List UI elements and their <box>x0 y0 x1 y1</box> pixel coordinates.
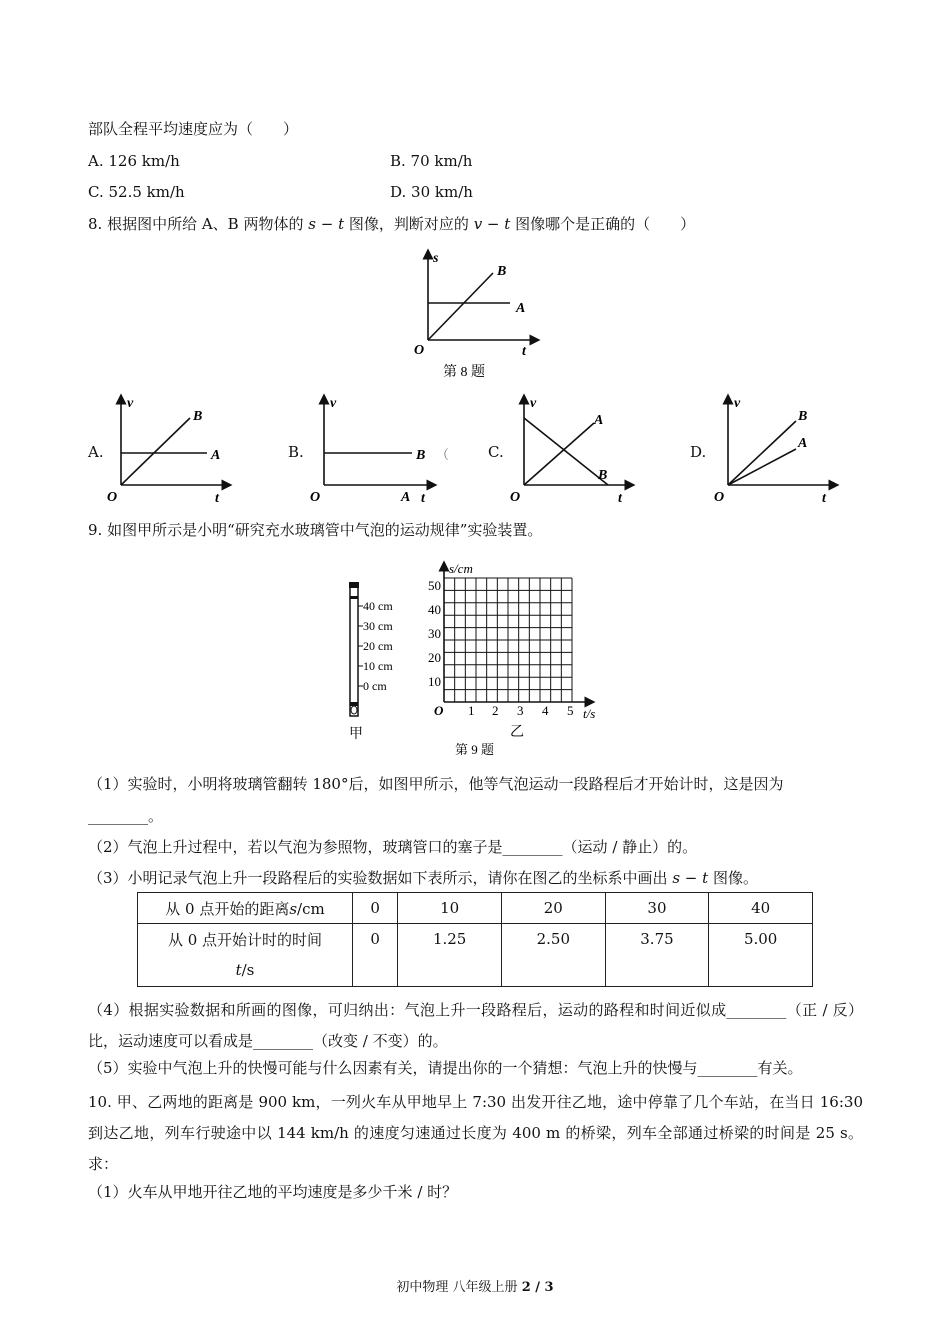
footer-text: 初中物理 八年级上册 <box>396 1280 518 1295</box>
q7-option-c: C. 52.5 km/h <box>88 183 185 201</box>
choice-c-line-rising <box>524 423 594 485</box>
q10-sub1: （1）火车从甲地开往乙地的平均速度是多少千米 / 时？ <box>88 1183 458 1201</box>
q8-choice-a-graph <box>105 393 235 505</box>
choice-d-line-steep <box>728 421 796 485</box>
choice-b-axis-y: v <box>330 396 337 411</box>
grid-y-tick-10: 10 <box>428 674 441 689</box>
row1-label: 从 0 点开始的距离 <box>165 899 290 918</box>
q9-figure-caption: 第 9 题 <box>455 742 495 757</box>
tube-mark-0: 0 cm <box>363 679 387 693</box>
q8-st-symbol: s − t <box>308 215 345 233</box>
q8-choice-a-letter: A. <box>88 443 104 461</box>
table-cell: 40 <box>709 893 813 924</box>
choice-d-label-1: B <box>798 409 808 424</box>
q8-choice-c-graph <box>508 393 638 505</box>
choice-b-origin: O <box>310 490 321 505</box>
table-row2-header <box>138 924 353 987</box>
choice-d-axis-x: t <box>822 491 826 505</box>
tube-body <box>350 584 358 716</box>
q9-sub1-line1: （1）实验时，小明将玻璃管翻转 180°后，如图甲所示，他等气泡运动一段路程后才开始计时，这是因为 <box>88 775 784 793</box>
choice-b-axis-x: t <box>421 491 425 505</box>
choice-c-origin: O <box>510 490 521 505</box>
q7-option-d: D. 30 km/h <box>390 183 473 201</box>
q10-stem: 10. 甲、乙两地的距离是 900 km，一列火车从甲地早上 7:30 出发开往乙地，途中停靠了几个车站，在当日 16:30 到达乙地，列车行驶途中以 144 km/h 的速度匀速通过长度为 400 m 的桥梁，列车全部通过桥梁的时间是 25 s。求： <box>88 1093 863 1173</box>
tube-mark-30: 30 cm <box>363 619 393 633</box>
q9-sub3-post: 图像。 <box>712 869 758 887</box>
choice-a-line-rising <box>121 418 190 485</box>
row1-symbol: s <box>289 899 298 918</box>
choice-d-axis-y: v <box>734 396 741 411</box>
page-footer <box>0 1276 950 1295</box>
choice-c-line-falling <box>524 418 608 485</box>
q9-sub4: （4）根据实验数据和所画的图像，可归纳出：气泡上升一段路程后，运动的路程和时间近似成________（正 / 反）比，运动速度可以看成是________（改变 / 不变）的。 <box>88 1001 863 1050</box>
q8-main-line-b <box>428 273 493 340</box>
grid-y-tick-50: 50 <box>428 578 441 593</box>
footer-page: 2 / 3 <box>521 1280 554 1295</box>
q8-stem-post: 图像哪个是正确的（ ） <box>515 215 696 233</box>
grid-x-tick-3: 3 <box>517 703 524 718</box>
q9-sub3-pre: （3）小明记录气泡上升一段路程后的实验数据如下表所示，请你在图乙的坐标系中画出 <box>88 869 668 887</box>
table-cell: 20 <box>501 893 605 924</box>
table-row <box>138 893 813 924</box>
q8-choice-b-graph <box>308 393 458 505</box>
q9-data-table <box>137 892 813 987</box>
row2-symbol: t <box>235 961 242 979</box>
grid-x-tick-2: 2 <box>492 703 499 718</box>
choice-c-label-2: B <box>598 468 608 483</box>
q8-choice-d-graph <box>712 393 842 505</box>
table-cell: 0 <box>353 924 398 987</box>
q7-option-b: B. 70 km/h <box>390 152 473 170</box>
table-row <box>138 924 813 987</box>
q8-figure-caption: 第 8 题 <box>443 365 485 380</box>
choice-d-line-shallow <box>728 449 796 485</box>
q7-option-a: A. 126 km/h <box>88 152 180 170</box>
choice-b-stray-mark: （ <box>436 447 450 462</box>
tube-mark-20: 20 cm <box>363 639 393 653</box>
q9-sub5: （5）实验中气泡上升的快慢可能与什么因素有关，请提出你的一个猜想：气泡上升的快慢与________有关。 <box>88 1059 803 1077</box>
choice-d-origin: O <box>714 490 725 505</box>
choice-c-label-1: A <box>594 413 604 428</box>
q8-stem-mid: 图像，判断对应的 <box>348 215 469 233</box>
grid-y-tick-40: 40 <box>428 602 441 617</box>
table-cell: 30 <box>605 893 709 924</box>
q9-tube-figure <box>340 578 420 743</box>
q8-choice-d-letter: D. <box>690 443 707 461</box>
row1-unit: /cm <box>297 899 325 918</box>
q9-stem: 9. 如图甲所示是小明“研究充水玻璃管中气泡的运动规律”实验装置。 <box>88 521 543 539</box>
grid-origin: O <box>434 703 444 718</box>
choice-a-label-2: A <box>211 448 221 463</box>
q9-sub2: （2）气泡上升过程中，若以气泡为参照物，玻璃管口的塞子是________（运动 / 静止）的。 <box>88 838 698 856</box>
grid-x-tick-1: 1 <box>468 703 475 718</box>
choice-c-axis-x: t <box>618 491 622 505</box>
tube-band-top <box>350 596 358 599</box>
choice-a-axis-x: t <box>215 491 219 505</box>
q8-main-axis-x-label: t <box>522 344 526 359</box>
table-cell: 1.25 <box>398 924 502 987</box>
choice-a-label-1: B <box>193 409 203 424</box>
q9-sub3-symbol: s − t <box>672 869 709 887</box>
tube-mark-40: 40 cm <box>363 599 393 613</box>
q7-stem-tail: 部队全程平均速度应为（ ） <box>88 120 299 138</box>
tube-band-bottom <box>350 702 358 706</box>
q9-sub1-line2: ________。 <box>88 807 164 825</box>
tube-label: 甲 <box>349 727 363 742</box>
table-cell: 3.75 <box>605 924 709 987</box>
q9-sub3 <box>88 867 758 889</box>
grid-x-tick-4: 4 <box>542 703 549 718</box>
q8-vt-symbol: v − t <box>473 215 511 233</box>
grid-y-tick-30: 30 <box>428 626 441 641</box>
row2-unit: /s <box>241 961 255 979</box>
tube-bubble <box>351 706 357 714</box>
q8-choice-b-letter: B. <box>288 443 304 461</box>
q8-choice-c-letter: C. <box>488 443 504 461</box>
q8-stem <box>88 213 695 235</box>
grid-y-axis-label: s/cm <box>449 561 473 576</box>
choice-d-label-2: A <box>798 436 808 451</box>
choice-a-origin: O <box>107 490 118 505</box>
q8-main-label-b: B <box>497 264 507 279</box>
choice-c-axis-y: v <box>530 396 537 411</box>
grid-x-tick-5: 5 <box>567 703 574 718</box>
q8-stem-pre: 8. 根据图中所给 A、B 两物体的 <box>88 215 304 233</box>
choice-a-axis-y: v <box>127 396 134 411</box>
row2-label: 从 0 点开始计时的时间 <box>167 931 323 949</box>
grid-x-axis-label: t/s <box>583 706 596 721</box>
table-cell: 10 <box>398 893 502 924</box>
choice-b-label-1: B <box>416 448 426 463</box>
tube-stopper <box>349 582 359 588</box>
table-cell: 2.50 <box>501 924 605 987</box>
q9-grid-figure <box>420 560 610 760</box>
q8-main-label-a: A <box>516 301 526 316</box>
grid-y-tick-20: 20 <box>428 650 441 665</box>
q8-st-graph <box>400 248 550 388</box>
q8-main-origin: O <box>414 343 425 358</box>
table-cell: 5.00 <box>709 924 813 987</box>
table-cell: 0 <box>353 893 398 924</box>
q8-main-axis-y-label: s <box>433 251 439 266</box>
tube-mark-10: 10 cm <box>363 659 393 673</box>
choice-b-label-2: A <box>401 490 411 505</box>
grid-label: 乙 <box>510 725 524 740</box>
table-row1-header <box>138 893 353 924</box>
